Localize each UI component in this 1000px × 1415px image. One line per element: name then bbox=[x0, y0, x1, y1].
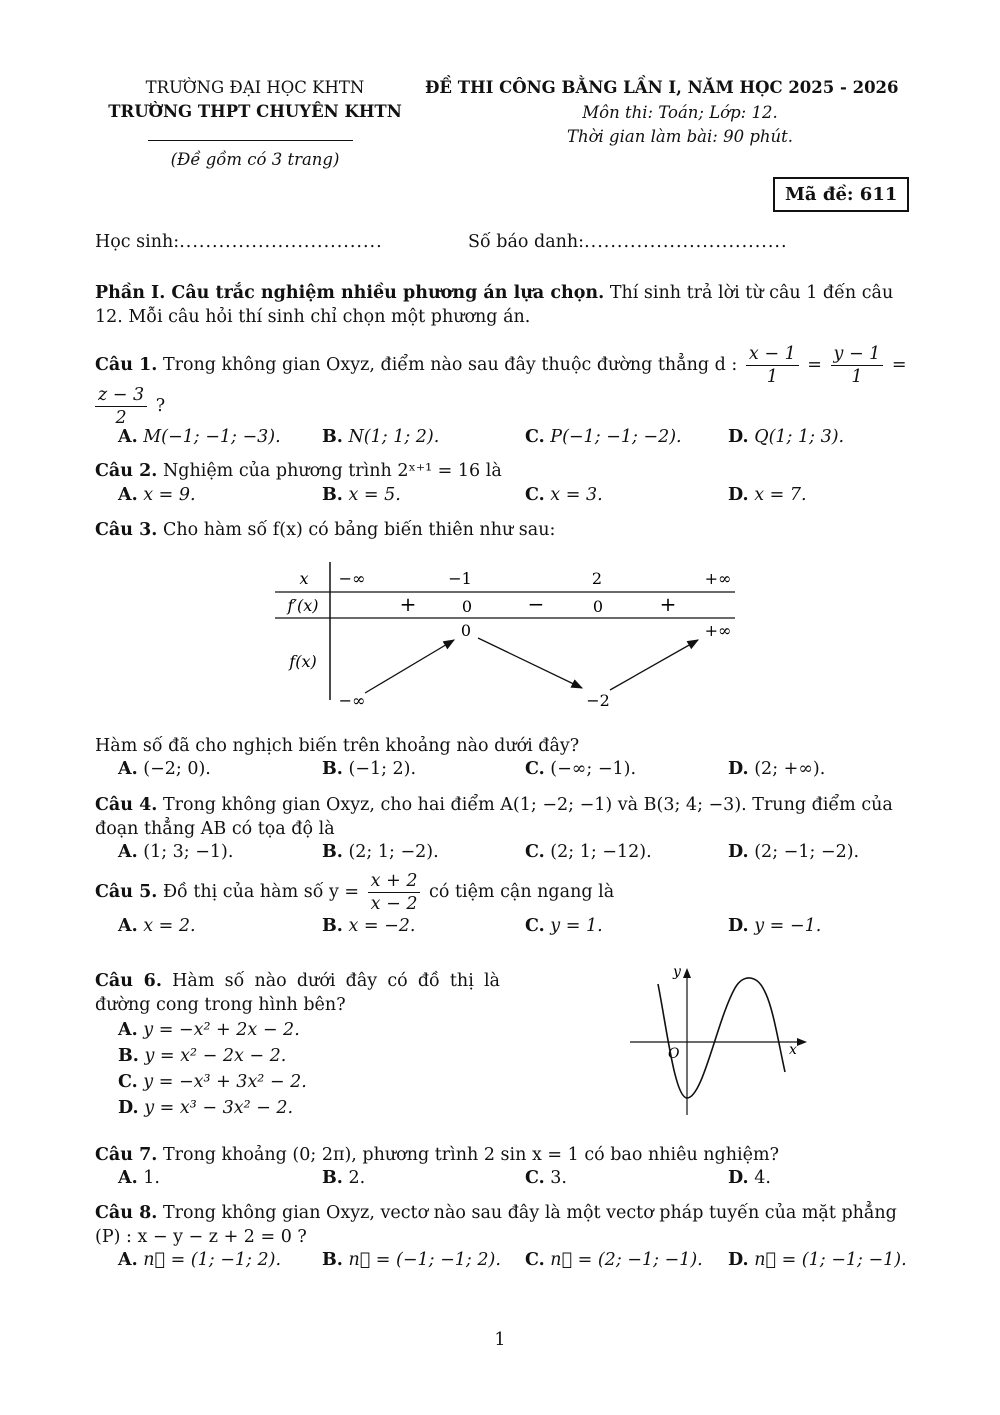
question-2 bbox=[95, 459, 915, 483]
q1-option-a[interactable]: A. M(−1; −1; −3). bbox=[118, 427, 281, 447]
table-f-bot-1: −∞ bbox=[338, 691, 366, 710]
q3-label: Câu 3. bbox=[95, 520, 158, 540]
q6-option-a[interactable]: A. y = −x² + 2x − 2. bbox=[118, 1020, 300, 1040]
exam-time: Thời gian làm bài: 90 phút. bbox=[566, 127, 794, 146]
table-fp-val-1: + bbox=[399, 592, 417, 616]
variation-table bbox=[270, 560, 740, 720]
student-name-line bbox=[95, 232, 383, 252]
question-4 bbox=[95, 793, 915, 841]
graph-y-label: y bbox=[673, 964, 681, 980]
q1-option-d[interactable]: D. Q(1; 1; 3). bbox=[728, 427, 845, 447]
q8-text: Trong không gian Oxyz, vectơ nào sau đây là một vectơ pháp tuyến của mặt phẳng (P) : x − y − z + 2 = 0 ? bbox=[95, 1203, 897, 1247]
q2-option-c[interactable]: C. x = 3. bbox=[525, 485, 603, 505]
graph-y-arrow bbox=[683, 968, 691, 978]
arrow-down bbox=[478, 638, 582, 688]
q1-frac-z: $\frac{z - 3}{2}$ bbox=[95, 384, 147, 429]
q7-label: Câu 7. bbox=[95, 1145, 158, 1165]
graph-origin-label: O bbox=[668, 1046, 680, 1062]
q3-ask: Hàm số đã cho nghịch biến trên khoảng nào dưới đây? bbox=[95, 736, 580, 756]
header-divider bbox=[148, 140, 353, 141]
q5-text-1: Đồ thị của hàm số y = bbox=[162, 882, 360, 902]
q3-text: Cho hàm số f(x) có bảng biến thiên như sau: bbox=[162, 520, 556, 540]
q5-option-c[interactable]: C. y = 1. bbox=[525, 916, 603, 936]
school-highschool: TRƯỜNG THPT CHUYÊN KHTN bbox=[108, 102, 402, 121]
table-fp-val-2: 0 bbox=[461, 597, 473, 616]
q2-label: Câu 2. bbox=[95, 461, 158, 481]
table-fp-label: f′(x) bbox=[287, 596, 319, 615]
table-f-top-1: 0 bbox=[460, 621, 472, 640]
q3-option-d[interactable]: D. (2; +∞). bbox=[728, 759, 826, 779]
pages-note: (Đề gồm có 3 trang) bbox=[170, 150, 340, 169]
q5-option-d[interactable]: D. y = −1. bbox=[728, 916, 822, 936]
part1-desc: Thí sinh trả lời từ câu 1 đến câu 12. Mỗi câu hỏi thí sinh chỉ chọn một phương án. bbox=[95, 283, 894, 327]
q5-frac: $\frac{x + 2}{x - 2}$ bbox=[368, 870, 421, 915]
q2-option-d[interactable]: D. x = 7. bbox=[728, 485, 807, 505]
graph-curve bbox=[658, 978, 785, 1098]
question-6 bbox=[95, 969, 500, 1017]
question-7 bbox=[95, 1143, 915, 1167]
question-3 bbox=[95, 518, 915, 542]
q7-option-b[interactable]: B. 2. bbox=[322, 1168, 366, 1188]
q1-frac-y: $\frac{y - 1}{1}$ bbox=[831, 343, 884, 388]
student-name-label: Học sinh: bbox=[95, 232, 180, 252]
arrow-up-1 bbox=[365, 640, 454, 693]
q6-option-d[interactable]: D. y = x³ − 3x² − 2. bbox=[118, 1098, 294, 1118]
q2-text: Nghiệm của phương trình 2ˣ⁺¹ = 16 là bbox=[162, 461, 502, 481]
q8-option-b[interactable]: B. n⃗ = (−1; −1; 2). bbox=[322, 1250, 501, 1270]
table-x-val-1: −∞ bbox=[338, 569, 366, 588]
q7-option-d[interactable]: D. 4. bbox=[728, 1168, 771, 1188]
graph-x-arrow bbox=[797, 1038, 807, 1046]
q6-option-c[interactable]: C. y = −x³ + 3x² − 2. bbox=[118, 1072, 307, 1092]
q4-text: Trong không gian Oxyz, cho hai điểm A(1; −2; −1) và B(3; 4; −3). Trung điểm của đoạn thẳng AB có tọa độ là bbox=[95, 795, 893, 839]
question-1: Câu 1. Trong không gian Oxyz, điểm nào sau đây thuộc đường thẳng d : $\frac{x - 1}{1}$ = $\frac{y - 1}{1}$ = bbox=[95, 344, 907, 387]
q1-text: Trong không gian Oxyz, điểm nào sau đây thuộc đường thẳng d : bbox=[162, 355, 738, 375]
q1-frac-z-line: $\frac{z - 3}{2}$ ? bbox=[95, 384, 165, 429]
q2-option-a[interactable]: A. x = 9. bbox=[118, 485, 196, 505]
student-id-label: Số báo danh: bbox=[468, 232, 585, 252]
q4-label: Câu 4. bbox=[95, 795, 158, 815]
exam-subject: Môn thi: Toán; Lớp: 12. bbox=[582, 103, 778, 122]
q6-label: Câu 6. bbox=[95, 971, 162, 991]
q3-option-b[interactable]: B. (−1; 2). bbox=[322, 759, 417, 779]
table-x-val-3: 2 bbox=[591, 569, 603, 588]
q8-option-a[interactable]: A. n⃗ = (1; −1; 2). bbox=[118, 1250, 282, 1270]
q1-option-c[interactable]: C. P(−1; −1; −2). bbox=[525, 427, 682, 447]
q7-option-a[interactable]: A. 1. bbox=[118, 1168, 160, 1188]
table-f-label: f(x) bbox=[289, 652, 317, 671]
q7-text: Trong khoảng (0; 2π), phương trình 2 sin x = 1 có bao nhiêu nghiệm? bbox=[162, 1145, 779, 1165]
table-x-val-4: +∞ bbox=[704, 569, 732, 588]
q4-option-a[interactable]: A. (1; 3; −1). bbox=[118, 842, 234, 862]
q4-option-c[interactable]: C. (2; 1; −12). bbox=[525, 842, 652, 862]
table-fp-val-4: 0 bbox=[592, 597, 604, 616]
q4-option-d[interactable]: D. (2; −1; −2). bbox=[728, 842, 860, 862]
school-university: TRƯỜNG ĐẠI HỌC KHTN bbox=[145, 78, 365, 97]
table-f-bot-2: −2 bbox=[586, 691, 610, 710]
q7-option-c[interactable]: C. 3. bbox=[525, 1168, 567, 1188]
table-x-label: x bbox=[299, 569, 309, 588]
table-fp-val-3: − bbox=[527, 592, 545, 616]
q1-option-b[interactable]: B. N(1; 1; 2). bbox=[322, 427, 440, 447]
graph-x-label: x bbox=[789, 1042, 797, 1058]
q8-option-d[interactable]: D. n⃗ = (1; −1; −1). bbox=[728, 1250, 907, 1270]
q1-frac-x: $\frac{x - 1}{1}$ bbox=[746, 343, 799, 388]
q6-option-b[interactable]: B. y = x² − 2x − 2. bbox=[118, 1046, 287, 1066]
arrow-up-2 bbox=[610, 640, 698, 690]
q1-label: Câu 1. bbox=[95, 355, 158, 375]
q8-option-c[interactable]: C. n⃗ = (2; −1; −1). bbox=[525, 1250, 703, 1270]
part1-heading bbox=[95, 281, 915, 329]
q3-option-a[interactable]: A. (−2; 0). bbox=[118, 759, 211, 779]
cubic-graph bbox=[625, 960, 810, 1120]
q5-option-b[interactable]: B. x = −2. bbox=[322, 916, 416, 936]
table-x-val-2: −1 bbox=[448, 569, 472, 588]
exam-title: ĐỀ THI CÔNG BẰNG LẦN I, NĂM HỌC 2025 - 2026 bbox=[425, 78, 899, 97]
q5-label: Câu 5. bbox=[95, 882, 158, 902]
student-id-line bbox=[468, 232, 788, 252]
student-name-dots: ............................... bbox=[179, 232, 383, 252]
question-5 bbox=[95, 870, 614, 915]
q8-label: Câu 8. bbox=[95, 1203, 158, 1223]
q6-text: Hàm số nào dưới đây có đồ thị là đường cong trong hình bên? bbox=[95, 971, 500, 1015]
q2-option-b[interactable]: B. x = 5. bbox=[322, 485, 401, 505]
student-id-dots: ............................... bbox=[584, 232, 788, 252]
table-fp-val-5: + bbox=[659, 592, 677, 616]
part1-title: Phần I. Câu trắc nghiệm nhiều phương án lựa chọn. bbox=[95, 283, 605, 303]
table-f-top-2: +∞ bbox=[704, 621, 732, 640]
q5-text-2: có tiệm cận ngang là bbox=[429, 882, 615, 902]
page-number: 1 bbox=[494, 1330, 506, 1350]
q4-option-b[interactable]: B. (2; 1; −2). bbox=[322, 842, 439, 862]
q5-option-a[interactable]: A. x = 2. bbox=[118, 916, 196, 936]
q3-option-c[interactable]: C. (−∞; −1). bbox=[525, 759, 637, 779]
question-8 bbox=[95, 1201, 915, 1249]
exam-code: Mã đề: 611 bbox=[773, 177, 909, 212]
